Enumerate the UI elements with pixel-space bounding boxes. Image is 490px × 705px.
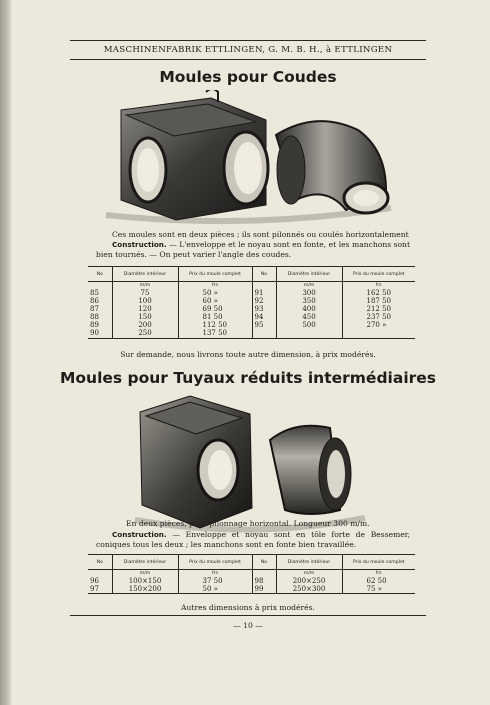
elbow-mould-illustration — [96, 90, 406, 230]
cell-price: 60 » — [178, 297, 252, 305]
cell-diameter: 100 — [112, 297, 178, 305]
cell-price: 69 50 — [178, 305, 252, 313]
cell-no: 94 — [252, 313, 276, 321]
cell-price: 187 50 — [366, 297, 391, 306]
page-binding-edge — [0, 0, 12, 705]
col-header: Diamètre intérieur — [276, 267, 342, 282]
cell-price: 81 50 — [178, 313, 252, 321]
unit-cell: frs — [375, 571, 382, 576]
col-header: No — [88, 555, 112, 570]
cell-diameter: 150 — [112, 313, 178, 321]
cell-no: 97 — [88, 585, 112, 594]
unit-cell — [88, 570, 112, 578]
cell-diameter: 75 — [112, 289, 178, 297]
cell-price: 212 50 — [366, 305, 391, 314]
cell-price: 75 » — [366, 585, 382, 594]
cell-price: 112 50 — [178, 321, 252, 329]
cell-price: 237 50 — [366, 313, 391, 322]
col-header: Diamètre intérieur — [276, 555, 342, 570]
cell-price: 270 » — [366, 321, 387, 330]
unit-cell — [252, 570, 276, 578]
unit-cell: frs — [178, 570, 252, 578]
col-header: No — [252, 267, 276, 282]
cell-no: 86 — [88, 297, 112, 305]
cell-price: 50 » — [178, 585, 252, 594]
cell-diameter: 400 — [276, 305, 342, 313]
construction-label: Construction. — [112, 240, 167, 249]
cell-price: 62 50 — [366, 577, 387, 585]
header-rule — [70, 59, 426, 60]
table-row — [88, 585, 415, 594]
cell-no: 89 — [88, 321, 112, 329]
cell-no: 88 — [88, 313, 112, 321]
unit-cell: frs — [375, 283, 382, 288]
section1-intro: Ces moules sont en deux pièces ; ils sont pilonnés ou coulés horizontalement — [112, 230, 409, 239]
cell-no: 91 — [252, 289, 276, 297]
col-header: Diamètre intérieur — [112, 555, 178, 570]
col-header: Diamètre intérieur — [112, 267, 178, 282]
unit-cell — [88, 282, 112, 290]
col-header: No — [252, 555, 276, 570]
cell-diameter: 200×250 — [276, 577, 342, 585]
bottom-rule — [70, 615, 426, 616]
cell-no: 96 — [88, 577, 112, 585]
cell-diameter: 250×300 — [276, 585, 342, 594]
unit-cell: m/m — [276, 570, 342, 578]
cell-no: 90 — [88, 329, 112, 338]
price-table-coudes — [88, 266, 415, 339]
construction-label: Construction. — [112, 530, 167, 539]
table-row — [88, 305, 415, 313]
page-number: — 10 — — [233, 621, 263, 630]
table-row — [88, 289, 415, 297]
unit-cell: m/m — [112, 282, 178, 290]
cell-diameter: 500 — [276, 321, 342, 329]
page-frame — [59, 40, 437, 630]
col-header: Prix du moule complet — [178, 555, 252, 570]
col-header: No — [88, 267, 112, 282]
cell-diameter: 150×200 — [112, 585, 178, 594]
table-row — [88, 329, 415, 338]
unit-cell: frs — [178, 282, 252, 290]
cell-price: 50 » — [178, 289, 252, 297]
col-header: Prix du moule complet — [342, 555, 415, 570]
section-title-tuyaux: Moules pour Tuyaux réduits intermédiaires — [59, 369, 437, 387]
cell-diameter — [276, 329, 342, 338]
cell-price: 37 50 — [178, 577, 252, 585]
construction-text: — L'enveloppe et le noyau sont en fonte, et les manchons sont bien tournés. — On peut varier l'angle des coudes. — [96, 240, 410, 259]
page-header: MASCHINENFABRIK ETTLINGEN, G. M. B. H., à ETTLINGEN — [103, 45, 393, 55]
cell-diameter: 200 — [112, 321, 178, 329]
cell-diameter: 100×150 — [112, 577, 178, 585]
cell-no — [252, 329, 276, 338]
section1-note: Sur demande, nous livrons toute autre dimension, à prix modérés. — [120, 350, 376, 359]
section1-construction — [96, 240, 410, 259]
section2-construction — [96, 530, 410, 549]
cell-no: 99 — [252, 585, 276, 594]
table-row — [88, 313, 415, 321]
cell-price: 162 50 — [366, 289, 391, 297]
cell-no: 87 — [88, 305, 112, 313]
cell-no: 95 — [252, 321, 276, 329]
cell-price — [342, 329, 415, 338]
cell-diameter: 450 — [276, 313, 342, 321]
unit-cell: m/m — [112, 570, 178, 578]
unit-cell — [252, 282, 276, 290]
reducer-mould-illustration — [130, 390, 370, 540]
table-row — [88, 297, 415, 305]
cell-diameter: 120 — [112, 305, 178, 313]
table-row — [88, 321, 415, 329]
cell-diameter: 250 — [112, 329, 178, 338]
section2-intro: En deux pièces, pour pilonnage horizontal. Longueur 300 m/m. — [126, 519, 370, 528]
top-rule — [70, 40, 426, 41]
cell-no: 93 — [252, 305, 276, 313]
construction-text: — Enveloppe et noyau sont en tôle forte de Bessemer, coniques tous les deux ; les manchons sont en fonte bien travaillée. — [96, 530, 410, 549]
unit-cell: m/m — [276, 282, 342, 290]
cell-no: 92 — [252, 297, 276, 305]
table-row — [88, 577, 415, 585]
cell-price: 137 50 — [178, 329, 252, 338]
col-header: Prix du moule complet — [178, 267, 252, 282]
section2-note: Autres dimensions à prix modérés. — [181, 603, 315, 612]
cell-no: 98 — [252, 577, 276, 585]
section-title-coudes: Moules pour Coudes — [159, 68, 337, 86]
cell-diameter: 300 — [276, 289, 342, 297]
col-header: Prix du moule complet — [342, 267, 415, 282]
cell-diameter: 350 — [276, 297, 342, 305]
cell-no: 85 — [88, 289, 112, 297]
price-table-tuyaux — [88, 554, 415, 594]
